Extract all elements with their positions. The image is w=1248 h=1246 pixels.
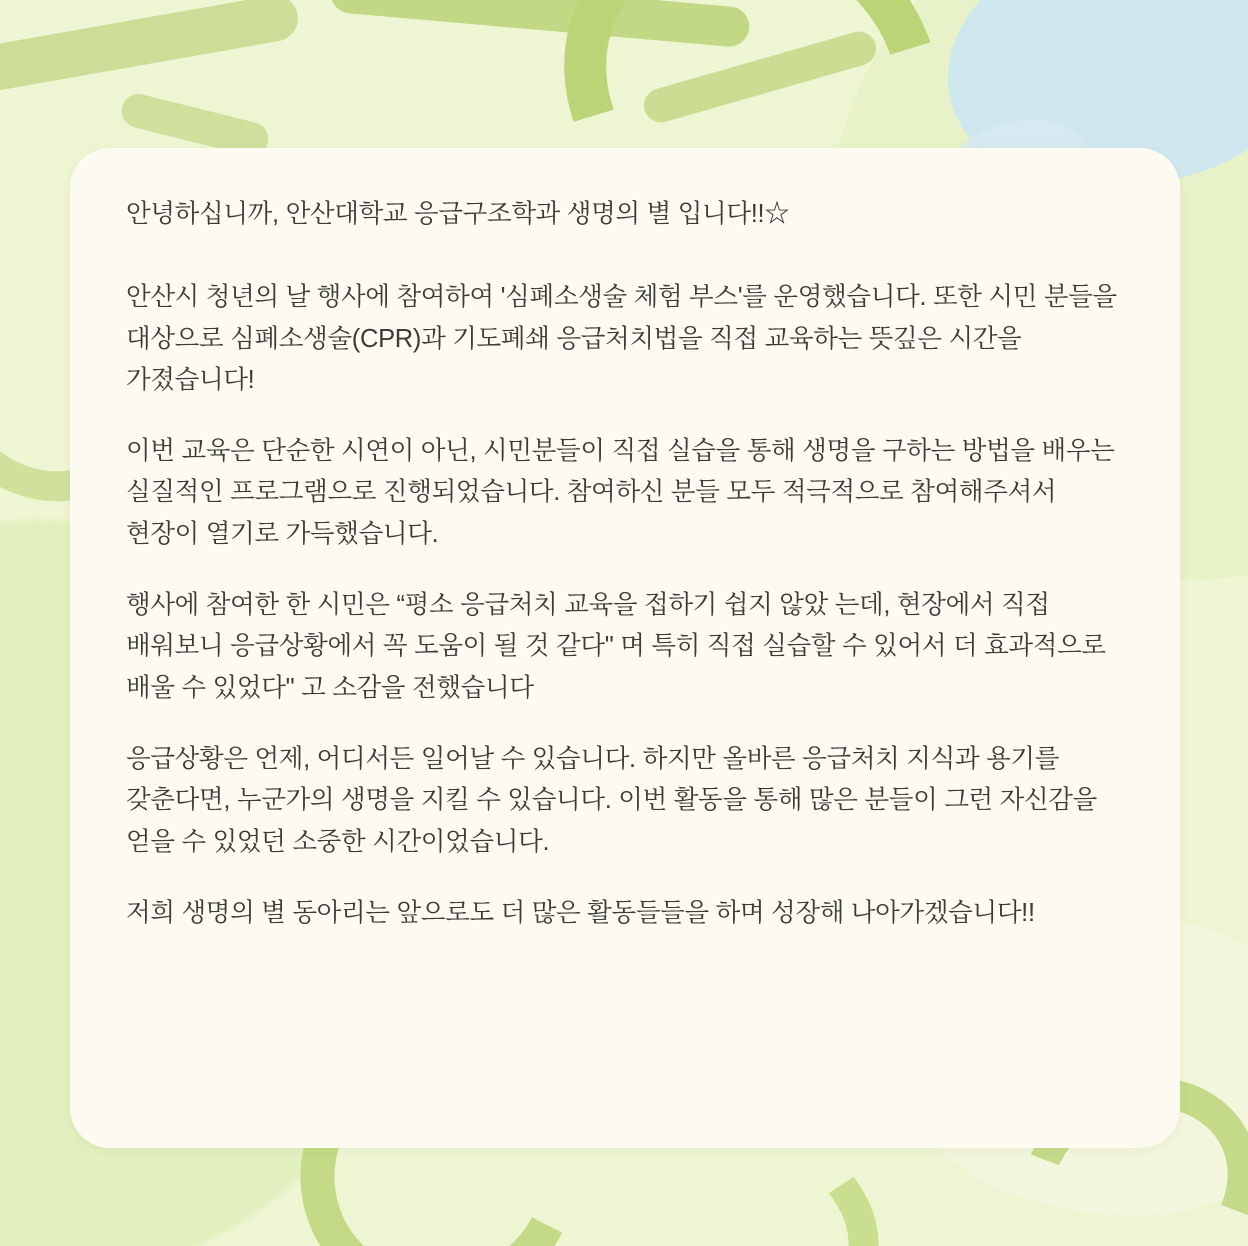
body-paragraph-4: 응급상황은 언제, 어디서든 일어날 수 있습니다. 하지만 올바른 응급처치 지식과 용기를 갖춘다면, 누군가의 생명을 지킬 수 있습니다. 이번 활동을 통해 많은 분들이 그런 자신감을 얻을 수 있었던 소중한 시간이었습니다.	[126, 744, 1104, 856]
body-paragraph-2: 이번 교육은 단순한 시연이 아닌, 시민분들이 직접 실습을 통해 생명을 구하는 방법을 배우는 실질적인 프로그램으로 진행되었습니다. 참여하신 분들 모두 적극적으로 참여해주셔서 현장이 열기로 가득했습니다.	[126, 437, 1122, 548]
body-paragraph-3: 행사에 참여한 한 시민은 “평소 응급처치 교육을 접하기 쉽지 않았 는데, 현장에서 직접 배워보니 응급상황에서 꼭 도움이 될 것 같다" 며 특히 직접 실습할 수 있어서 더 효과적으로 배울 수 있었다" 고 소감을 전했습니다	[126, 591, 1113, 702]
card-body	[70, 148, 1180, 934]
body-paragraph-1: 안산시 청년의 날 행사에 참여하여 '심폐소생술 체험 부스'를 운영했습니다. 또한 시민 분들을 대상으로 심폐소생술(CPR)과 기도폐쇄 응급처치법을 직접 교육하는 뜻깊은 시간을 가졌습니다!	[126, 283, 1124, 394]
brush-stroke-icon	[0, 0, 301, 94]
greeting-paragraph: 안녕하십니까, 안산대학교 응급구조학과 생명의 별 입니다!!☆	[126, 200, 790, 228]
content-card	[70, 148, 1180, 1148]
closing-paragraph: 저희 생명의 별 동아리는 앞으로도 더 많은 활동들들을 하며 성장해 나아가겠습니다!!	[126, 898, 1035, 927]
